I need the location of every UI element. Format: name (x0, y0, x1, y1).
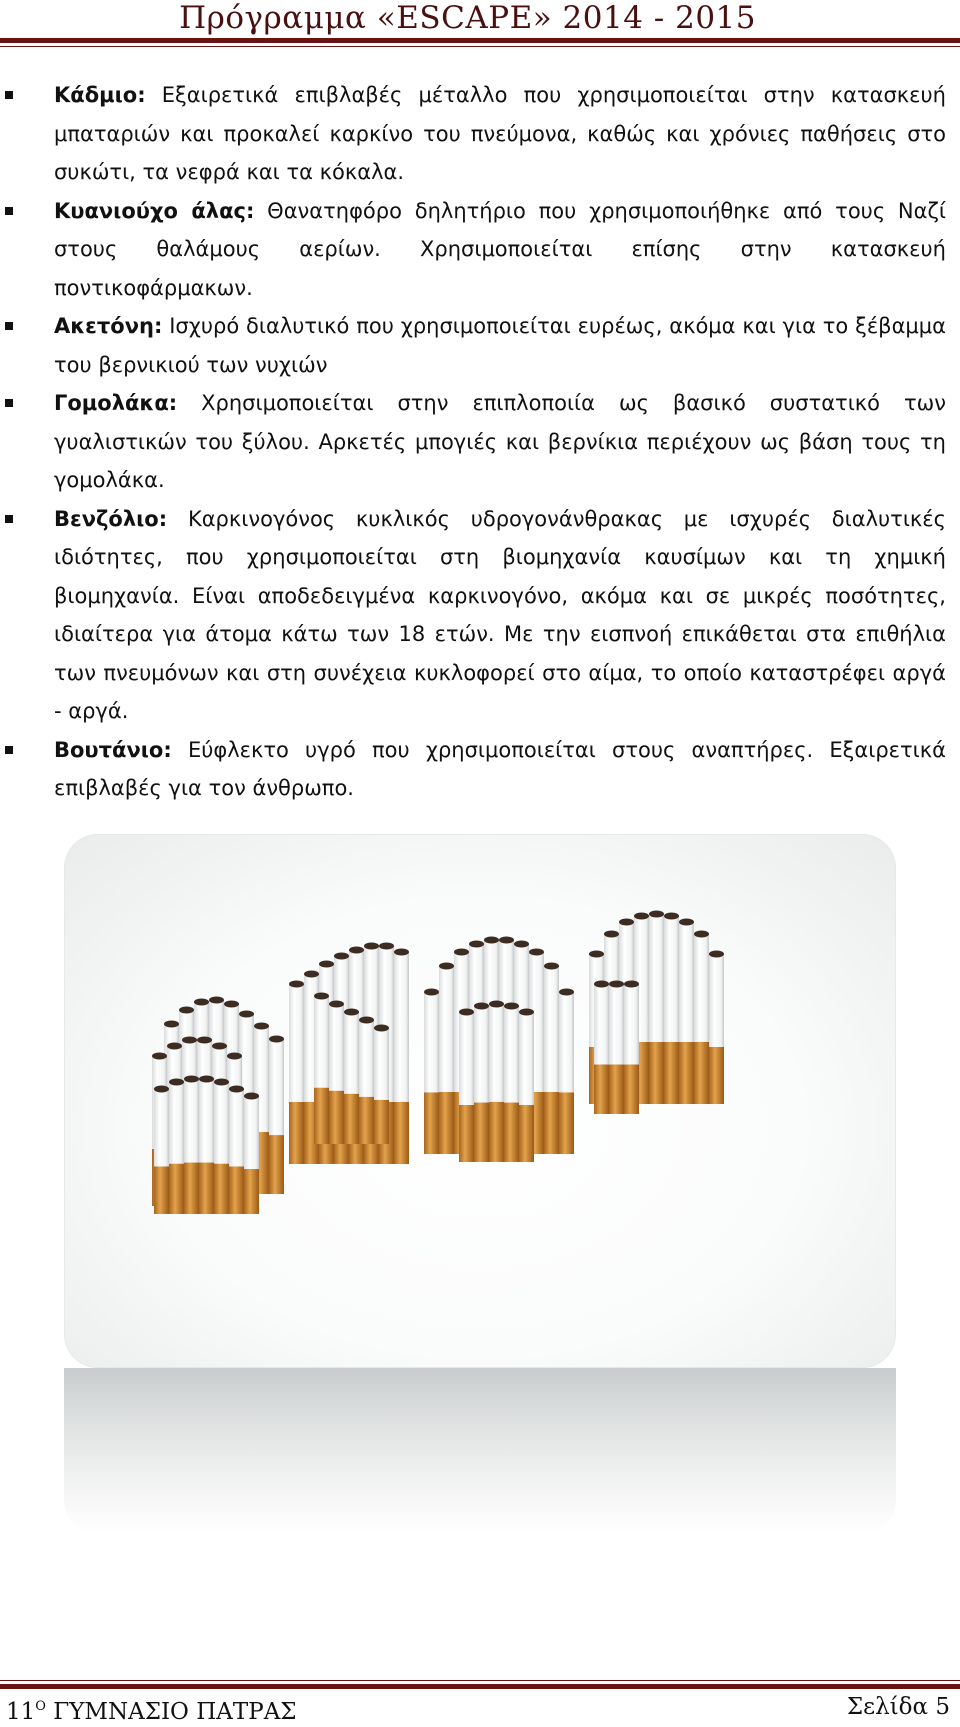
cigarette-shape (609, 981, 624, 1115)
photo-reflection (64, 1368, 896, 1534)
cigarette-shape (229, 1086, 244, 1215)
cigarette-shape (594, 981, 609, 1115)
cigarette-shape (199, 1076, 214, 1215)
square-bullet-icon (5, 322, 13, 330)
item-term: Βενζόλιο: (54, 506, 168, 531)
cigarette-shape (424, 989, 439, 1155)
item-term: Βουτάνιο: (54, 737, 172, 762)
square-bullet-icon (5, 746, 13, 754)
item-description: Εύφλεκτο υγρό που χρησιμοποιείται στους αναπτήρες. Εξαιρετικά επιβλαβές για τον άνθρωπο. (54, 737, 946, 800)
square-bullet-icon (5, 91, 13, 99)
cigarette-shape (474, 1003, 489, 1163)
list-item (0, 307, 960, 384)
header-rule-thin (0, 46, 960, 47)
list-item-text (54, 192, 946, 308)
school-ordinal: Ο (35, 1699, 46, 1714)
item-term: Κάδμιο: (54, 83, 146, 107)
cigarette-shape (679, 919, 694, 1105)
cigarette-shape (649, 911, 664, 1105)
cigarette-shape (624, 981, 639, 1115)
cigarette-shape (344, 1009, 359, 1145)
cigarette-shape (664, 913, 679, 1105)
header-rule-thick (0, 38, 960, 43)
cigarette-shape (154, 1086, 169, 1215)
cigarette-shape (694, 931, 709, 1105)
cigarette-shape (489, 1001, 504, 1163)
list-item (0, 192, 960, 308)
item-description: Θανατηφόρο δηλητήριο που χρησιμοποιήθηκε από τους Ναζί στους θαλάμους αερίων. Χρησιμοποιείται επίσης στην κατασκευή ποντικοφάρμακων. (54, 198, 947, 300)
school-number: 11 (6, 1699, 36, 1725)
item-description: Καρκινογόνος κυκλικός υδρογονάνθρακας με ισχυρές διαλυτικές ιδιότητες, που χρησιμοποιείται στη βιομηχανία καυσίμων και τη χημική βιομηχανία. Είναι αποδεδειγμένα καρκινογόνο, ακόμα και σε μικρές ποσότητες, ιδιαίτερα για άτομα κάτω των 18 ετών. Με την εισπνοή επικάθεται στα επιθήλια των πνευμόνων και στη συνέχεια κυκλοφορεί στο αίμα, το οποίο καταστρέφει αργά - αργά. (54, 506, 946, 723)
cigarette-shape (289, 981, 304, 1165)
cigarettes-spelling-stop-image (64, 834, 896, 1368)
school-name: ΓΥΜΝΑΣΙΟ ΠΑΤΡΑΣ (53, 1699, 297, 1725)
ingredient-list (0, 76, 960, 808)
cigarette-shape (504, 1003, 519, 1163)
item-description: Ισχυρό διαλυτικό που χρησιμοποιείται ευρέως, ακόμα και για το ξέβαμμα του βερνικιού των νυχιών (54, 314, 946, 377)
cigarette-shape (169, 1079, 184, 1215)
cigarette-shape (214, 1079, 229, 1215)
list-item-text (54, 307, 946, 384)
list-item-text (54, 384, 946, 500)
cigarette-shape (269, 1036, 284, 1195)
list-item-text (54, 731, 946, 808)
page-header-title: Πρόγραμμα «ESCAPE» 2014 - 2015 (179, 0, 756, 36)
list-item (0, 500, 960, 731)
square-bullet-icon (5, 399, 13, 407)
cigarette-shape (374, 1025, 389, 1145)
cigarette-shape (544, 963, 559, 1155)
list-item-text (54, 500, 946, 731)
footer-rule-thick (0, 1684, 960, 1689)
cigarettes-photo (64, 834, 896, 1368)
cigarette-shape (329, 1001, 344, 1145)
item-term: Κυανιούχο άλας: (54, 198, 255, 223)
cigarette-shape (359, 1017, 374, 1145)
list-item (0, 76, 960, 192)
cigarette-shape (459, 1009, 474, 1163)
cigarette-shape (394, 949, 409, 1165)
cigarette-shape (184, 1076, 199, 1215)
list-item-text (54, 76, 946, 192)
cigarette-shape (244, 1093, 259, 1215)
cigarette-shape (314, 993, 329, 1145)
item-description: Χρησιμοποιείται στην επιπλοποιία ως βασικό συστατικό των γυαλιστικών του ξύλου. Αρκετές μπογιές και βερνίκια περιέχουν ως βάση τους τη γομολάκα. (54, 391, 946, 492)
page-number: Σελίδα 5 (846, 1694, 950, 1720)
item-term: Γομολάκα: (54, 391, 178, 415)
item-term: Ακετόνη: (54, 314, 163, 338)
square-bullet-icon (5, 207, 13, 215)
list-item (0, 384, 960, 500)
cigarette-shape (519, 1009, 534, 1163)
list-item (0, 731, 960, 808)
footer-school (6, 1692, 297, 1727)
cigarette-shape (709, 951, 724, 1105)
item-description: Εξαιρετικά επιβλαβές μέταλλο που χρησιμοποιείται στην κατασκευή μπαταριών και προκαλεί καρκίνο του πνεύμονα, καθώς και χρόνιες παθήσεις στο συκώτι, τα νεφρά και τα κόκαλα. (54, 83, 946, 184)
cigarette-shape (559, 989, 574, 1155)
cigarette-shape (439, 963, 454, 1155)
footer-rule-thin (0, 1680, 960, 1681)
square-bullet-icon (5, 515, 13, 523)
